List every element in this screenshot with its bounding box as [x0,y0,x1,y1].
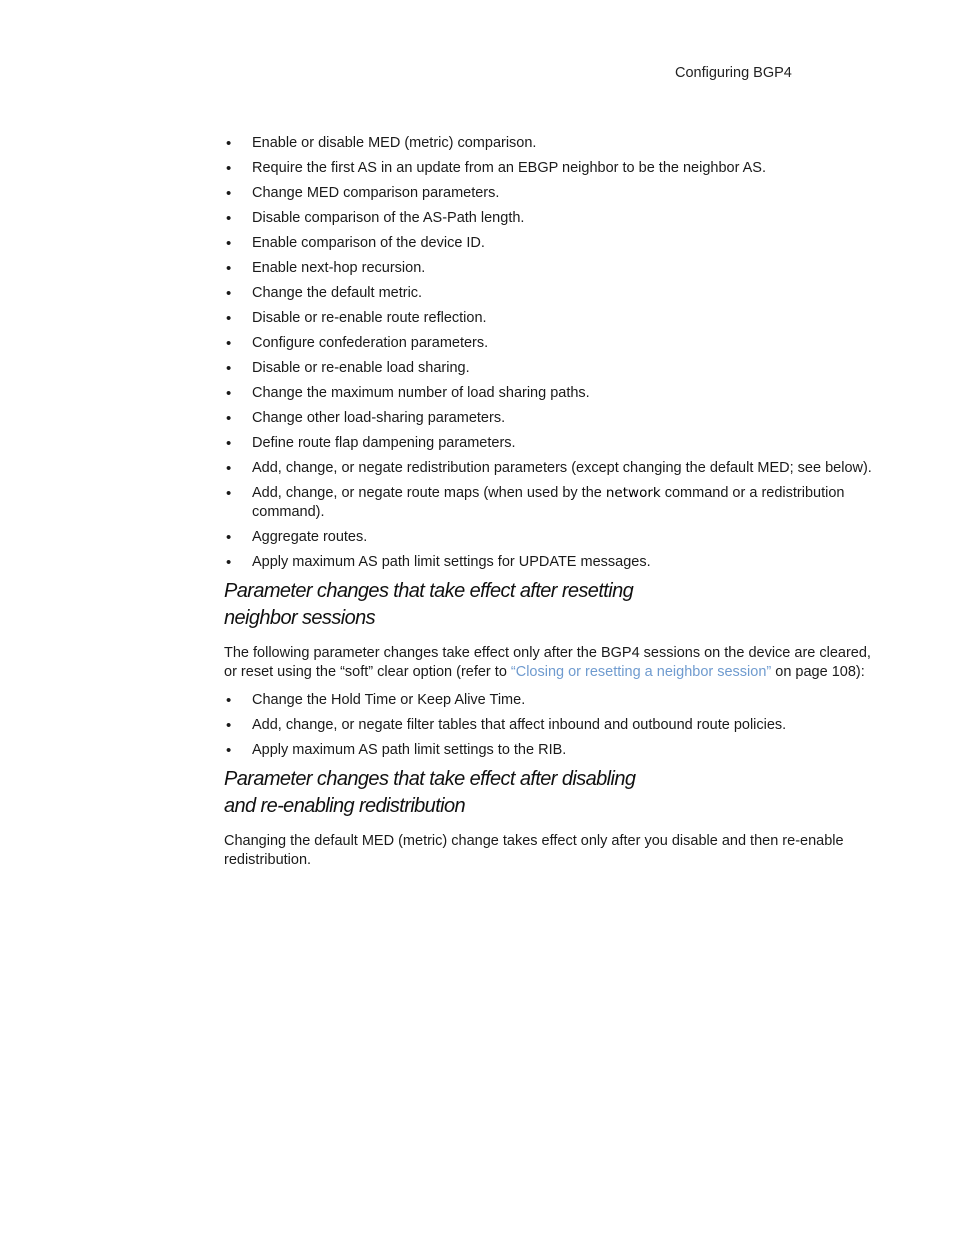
list-item: • Enable next-hop recursion. [224,259,874,278]
list-item: • Disable or re-enable route reflection. [224,309,874,328]
heading-line: Parameter changes that take effect after disabling [224,768,636,790]
page-content [224,134,874,879]
list-item: • Add, change, or negate filter tables that affect inbound and outbound route policies. [224,716,874,735]
list-item: • Change other load-sharing parameters. [224,409,874,428]
heading-line: neighbor sessions [224,607,376,629]
list-item: • Disable or re-enable load sharing. [224,359,874,378]
heading-line: Parameter changes that take effect after resetting [224,580,634,602]
section-heading-resetting-neighbor-sessions [224,578,644,632]
list-item: • Enable or disable MED (metric) comparison. [224,134,874,153]
immediate-changes-list [224,134,874,572]
list-item: • Enable comparison of the device ID. [224,234,874,253]
list-item: • Configure confederation parameters. [224,334,874,353]
list-item: • Aggregate routes. [224,528,874,547]
list-item: • Require the first AS in an update from an EBGP neighbor to be the neighbor AS. [224,159,874,178]
list-item-route-maps [224,484,874,522]
network-command: network [605,485,661,501]
reset-changes-list [224,691,874,760]
closing-resetting-neighbor-session-link[interactable]: “Closing or resetting a neighbor session” [510,664,772,680]
list-item: • Define route flap dampening parameters. [224,434,874,453]
list-item: • Apply maximum AS path limit settings for UPDATE messages. [224,553,874,572]
list-item: • Change the maximum number of load sharing paths. [224,384,874,403]
route-maps-text-before: Add, change, or negate route maps (when used by the [252,485,606,501]
reset-intro-text: The following parameter changes take effect only after the BGP4 sessions on the device are cleared, or reset using the “soft” clear option (refer to [224,645,871,680]
list-item: • Apply maximum AS path limit settings to the RIB. [224,741,874,760]
reset-intro-paragraph [224,644,874,682]
list-item: • Change MED comparison parameters. [224,184,874,203]
route-maps-text-after: command or a redistribution command). [252,485,845,520]
list-item: • Add, change, or negate redistribution parameters (except changing the default MED; see below). [224,459,874,478]
running-header-chapter-title: Configuring BGP4 [675,65,792,81]
heading-line: and re-enabling redistribution [224,795,466,817]
section-heading-redistribution [224,766,644,820]
list-item: • Change the Hold Time or Keep Alive Time. [224,691,874,710]
reset-intro-page-ref: on page 108): [771,664,865,680]
list-item: • Disable comparison of the AS-Path length. [224,209,874,228]
list-item: • Change the default metric. [224,284,874,303]
redistribution-paragraph: Changing the default MED (metric) change takes effect only after you disable and then re-enable redistribution. [224,833,844,868]
